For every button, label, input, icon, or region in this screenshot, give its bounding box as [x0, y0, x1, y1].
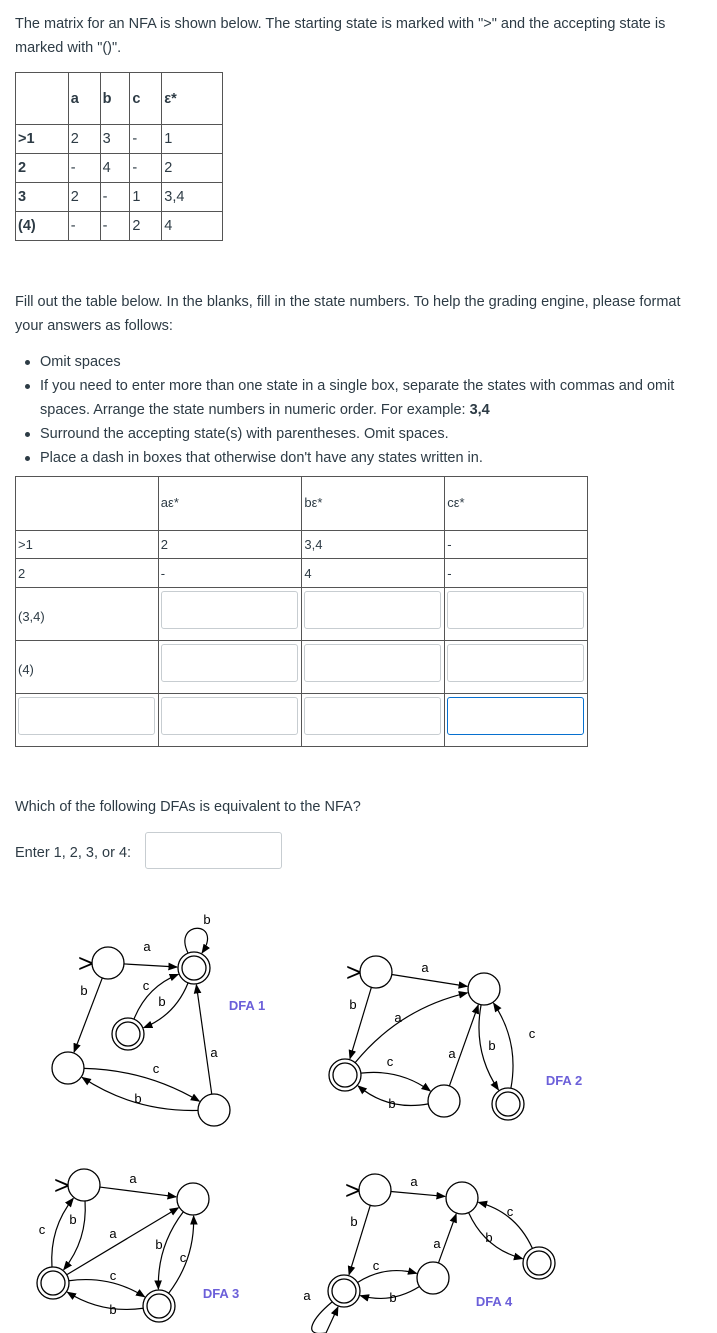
transition-arrow: [494, 1003, 514, 1088]
state-circle: [92, 947, 124, 979]
transition-label: c: [506, 1204, 514, 1219]
transition-label: b: [485, 1230, 493, 1245]
dfa-4: [303, 1174, 555, 1333]
nfa-transition-cell: 2: [162, 154, 223, 183]
nfa-transition-cell: 2: [130, 212, 162, 241]
value-cell: 4: [302, 559, 445, 588]
state-circle: [112, 1018, 144, 1050]
transition-arrow: [391, 1191, 445, 1196]
transition-label: b: [134, 1091, 142, 1106]
state-cell: 2: [16, 559, 159, 588]
transition-label: b: [69, 1212, 77, 1227]
transition-label: a: [210, 1045, 218, 1060]
start-marker: >: [78, 948, 94, 978]
transition-label: a: [109, 1226, 117, 1241]
rule-text: Surround the accepting state(s) with parentheses. Omit spaces.: [40, 426, 449, 442]
nfa-transition-cell: 3,4: [162, 183, 223, 212]
nfa-transition-cell: -: [100, 183, 130, 212]
state-circle: [328, 1275, 360, 1307]
state-circle: [468, 973, 500, 1005]
nfa-transition-cell: 1: [130, 183, 162, 212]
state-circle: [52, 1052, 84, 1084]
value-cell: -: [445, 531, 588, 559]
nfa-transition-cell: 2: [68, 125, 100, 154]
transition-label: b: [349, 997, 357, 1012]
answer-label: Enter 1, 2, 3, or 4:: [15, 845, 132, 861]
header-cell: bε*: [302, 477, 445, 531]
transition-label: c: [528, 1026, 536, 1041]
state-circle: [523, 1247, 555, 1279]
transition-arrow: [134, 974, 178, 1019]
transition-arrow: [361, 1072, 430, 1091]
transition-arrow: [438, 1214, 456, 1263]
transition-label: c: [152, 1061, 160, 1076]
transition-label: b: [109, 1302, 117, 1317]
transition-label: b: [80, 983, 88, 998]
rule-example: 3,4: [469, 402, 490, 418]
transition-arrow: [69, 1280, 145, 1297]
transition-label: a: [143, 939, 151, 954]
nfa-transition-cell: 3: [100, 125, 130, 154]
state-circle: [359, 1174, 391, 1206]
transition-label: c: [372, 1258, 380, 1273]
transition-label: a: [303, 1288, 311, 1303]
transition-label: a: [421, 960, 429, 975]
dfa-3: [37, 1169, 239, 1322]
transition-label: a: [394, 1010, 402, 1025]
start-marker: >: [345, 1175, 361, 1205]
transition-label: b: [389, 1290, 397, 1305]
transition-label: c: [109, 1268, 117, 1283]
value-cell: 2: [158, 531, 302, 559]
state-circle: [177, 1183, 209, 1215]
start-marker: >: [54, 1170, 70, 1200]
value-cell: -: [445, 559, 588, 588]
nfa-transition-cell: 2: [68, 183, 100, 212]
rule-text: Omit spaces: [40, 354, 121, 370]
state-circle: [143, 1290, 175, 1322]
transition-label: b: [155, 1237, 163, 1252]
nfa-transition-cell: -: [100, 212, 130, 241]
transition-arrow: [74, 978, 102, 1052]
state-circle: [37, 1267, 69, 1299]
state-circle: [446, 1182, 478, 1214]
transition-arrow: [124, 964, 177, 967]
nfa-transition-cell: -: [68, 154, 100, 183]
transition-label: a: [448, 1046, 456, 1061]
intro-text: The matrix for an NFA is shown below. The starting state is marked with ">" and the accepting state is marked with "()".: [15, 16, 666, 56]
transition-arrow: [67, 1292, 143, 1309]
transition-arrow: [52, 1198, 77, 1267]
dfa-2: [329, 956, 582, 1120]
state-cell: >1: [16, 531, 159, 559]
transition-label: b: [203, 912, 211, 927]
state-cell: (4): [16, 641, 159, 694]
transition-arrow: [358, 1271, 417, 1283]
nfa-transition-cell: 1: [162, 125, 223, 154]
rule-text: If you need to enter more than one state in a single box, separate the states with commas and omit spaces. Arrange the state numbers in numeric order. For example:: [40, 378, 675, 418]
header-cell: cε*: [445, 477, 588, 531]
nfa-header-cell: b: [100, 73, 130, 125]
transition-arrow: [84, 1068, 199, 1101]
state-circle: [492, 1088, 524, 1120]
transition-label: a: [129, 1171, 137, 1186]
transition-label: b: [388, 1096, 396, 1111]
nfa-transition-cell: 4: [162, 212, 223, 241]
state-circle: [329, 1059, 361, 1091]
dfa-1: [52, 912, 265, 1126]
transition-label: b: [488, 1038, 496, 1053]
nfa-header-cell: c: [130, 73, 162, 125]
transition-arrow: [312, 1302, 338, 1333]
state-circle: [360, 956, 392, 988]
dfa-title: DFA 4: [475, 1294, 513, 1309]
dfa-title: DFA 1: [228, 998, 266, 1013]
transition-label: a: [433, 1236, 441, 1251]
nfa-transition-cell: -: [68, 212, 100, 241]
nfa-state-cell: 3: [16, 183, 69, 212]
question-text: Which of the following DFAs is equivalent to the NFA?: [15, 799, 361, 815]
value-cell: 3,4: [302, 531, 445, 559]
nfa-state-cell: >1: [16, 125, 69, 154]
transition-label: c: [386, 1054, 394, 1069]
transition-arrow: [196, 985, 211, 1094]
transition-label: c: [142, 978, 150, 993]
transition-label: b: [350, 1214, 358, 1229]
nfa-transition-cell: -: [130, 154, 162, 183]
transition-arrow: [144, 983, 188, 1028]
transition-arrow: [392, 974, 467, 986]
nfa-transition-cell: 4: [100, 154, 130, 183]
nfa-state-cell: (4): [16, 212, 69, 241]
header-cell: aε*: [158, 477, 302, 531]
rule-text: Place a dash in boxes that otherwise don't have any states written in.: [40, 450, 483, 466]
transition-label: b: [158, 994, 166, 1009]
nfa-header-cell: ε*: [162, 73, 223, 125]
transition-label: c: [38, 1222, 46, 1237]
transition-arrow: [185, 928, 208, 953]
transition-arrow: [100, 1187, 176, 1197]
value-cell: -: [158, 559, 302, 588]
state-circle: [68, 1169, 100, 1201]
start-marker: >: [346, 957, 362, 987]
transition-arrow: [469, 1213, 523, 1259]
transition-label: c: [179, 1250, 187, 1265]
state-circle: [417, 1262, 449, 1294]
nfa-transition-cell: -: [130, 125, 162, 154]
transition-label: a: [410, 1174, 418, 1189]
nfa-state-cell: 2: [16, 154, 69, 183]
state-cell: (3,4): [16, 588, 159, 641]
instructions-text: Fill out the table below. In the blanks, fill in the state numbers. To help the grading engine, please format your answers as follows:: [15, 294, 681, 334]
state-circle: [178, 952, 210, 984]
nfa-header-cell: a: [68, 73, 100, 125]
dfa-title: DFA 2: [545, 1073, 583, 1088]
state-circle: [198, 1094, 230, 1126]
state-circle: [428, 1085, 460, 1117]
dfa-title: DFA 3: [202, 1286, 240, 1301]
